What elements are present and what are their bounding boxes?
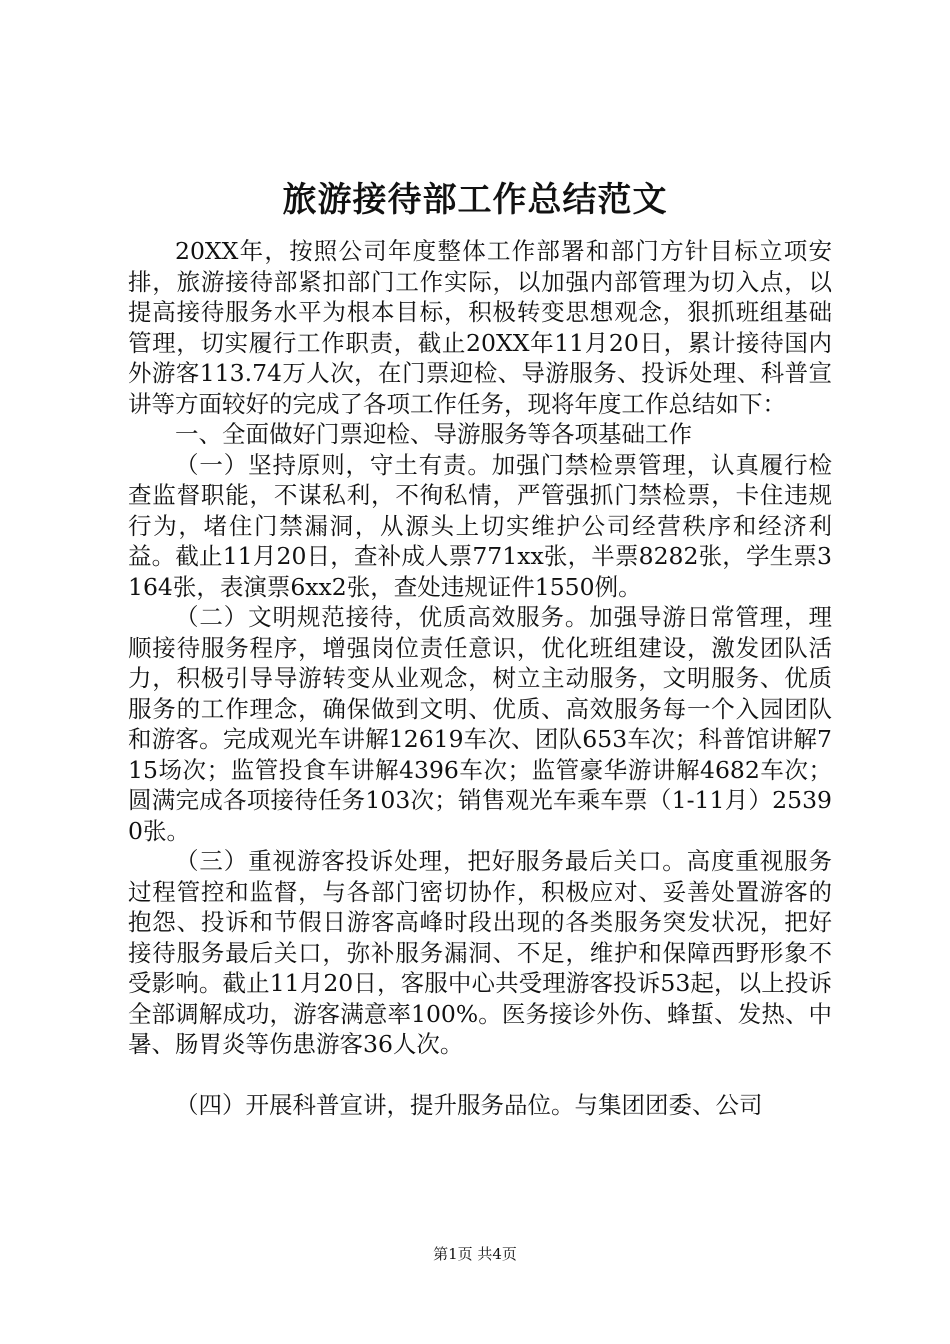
paragraph-item-2: （二）文明规范接待，优质高效服务。加强导游日常管理，理顺接待服务程序，增强岗位责任意识，优化班组建设，激发团队活力，积极引导导游转变从业观念，树立主动服务，文明服务、优质服务的工作理念，确保做到文明、优质、高效服务每一个入园团队和游客。完成观光车讲解12619车次、团队653车次；科普馆讲解715场次；监管投食车讲解4396车次；监管豪华游讲解4682车次；圆满完成各项接待任务103次；销售观光车乘车票（1-11月）25390张。 [128,603,832,845]
page-footer: 第1页 共4页 [433,1245,517,1263]
document-body [128,236,832,1120]
intro-paragraph: 20XX年，按照公司年度整体工作部署和部门方针目标立项安排，旅游接待部紧扣部门工作实际，以加强内部管理为切入点，以提高接待服务水平为根本目标，积极转变思想观念，狠抓班组基础管理，切实履行工作职责，截止20XX年11月20日，累计接待国内外游客113.74万人次，在门票迎检、导游服务、投诉处理、科普宣讲等方面较好的完成了各项工作任务，现将年度工作总结如下： [128,237,832,418]
paragraph-item-3: （三）重视游客投诉处理，把好服务最后关口。高度重视服务过程管控和监督，与各部门密切协作，积极应对、妥善处置游客的抱怨、投诉和节假日游客高峰时段出现的各类服务突发状况，把好接待服务最后关口，弥补服务漏洞、不足，维护和保障西野形象不受影响。截止11月20日，客服中心共受理游客投诉53起，以上投诉全部调解成功，游客满意率100%。医务接诊外伤、蜂蜇、发热、中暑、肠胃炎等伤患游客36人次。 [128,847,832,1058]
paragraph-item-1: （一）坚持原则，守土有责。加强门禁检票管理，认真履行检查监督职能，不谋私利，不徇私情，严管强抓门禁检票，卡住违规行为，堵住门禁漏洞，从源头上切实维护公司经营秩序和经济利益。截止11月20日，查补成人票771xx张，半票8282张，学生票3164张，表演票6xx2张，查处违规证件1550例。 [128,450,832,601]
paragraph-item-4: （四）开展科普宣讲，提升服务品位。与集团团委、公司 [175,1090,763,1119]
section-heading: 一、全面做好门票迎检、导游服务等各项基础工作 [175,420,692,448]
document-title: 旅游接待部工作总结范文 [282,180,668,220]
